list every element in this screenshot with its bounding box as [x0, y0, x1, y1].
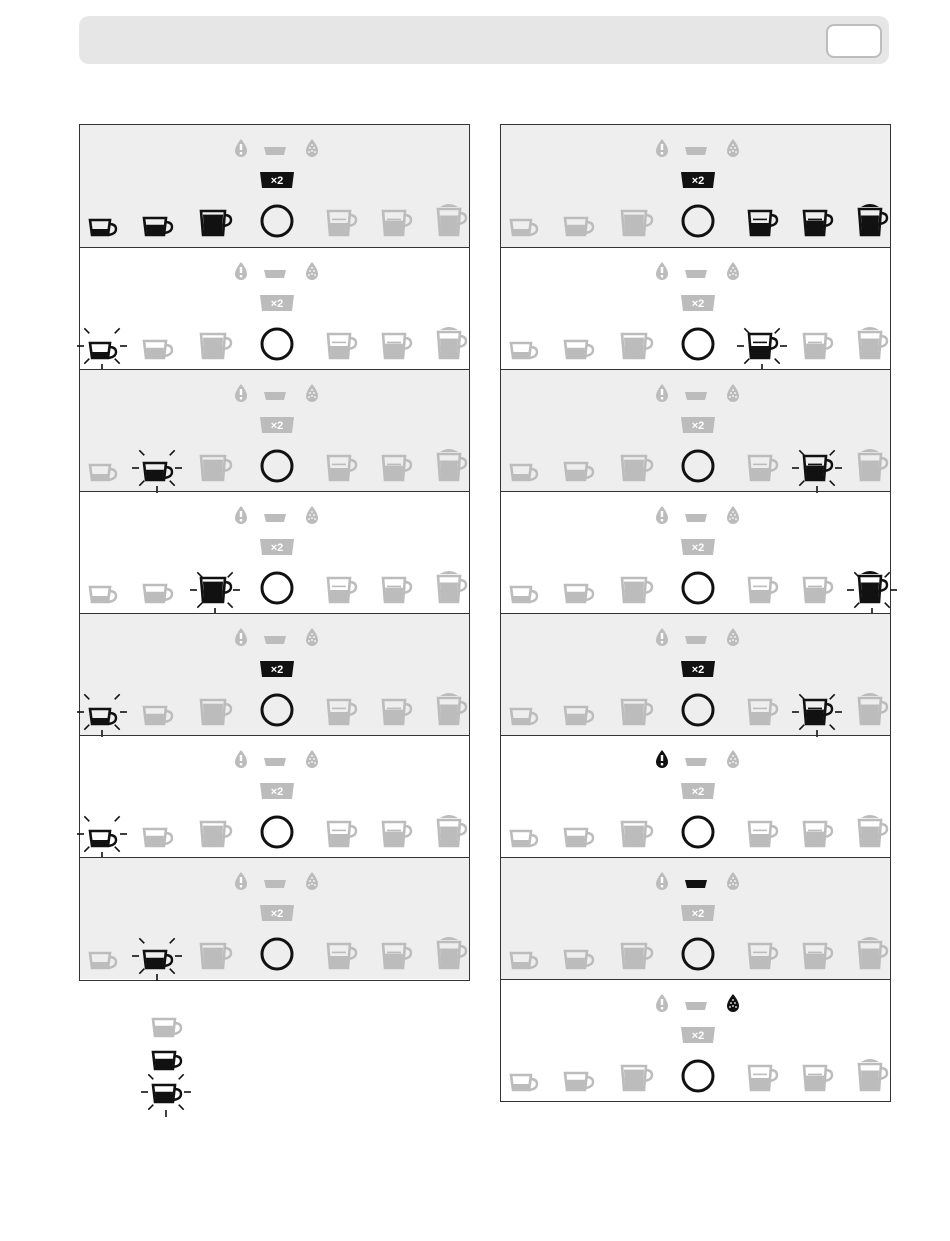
right-display-panel	[501, 857, 890, 979]
x2-double-cup-icon	[681, 783, 715, 799]
descale-icon	[306, 384, 318, 402]
start-button-ring-icon	[262, 939, 292, 969]
descale-drop-shape	[727, 384, 739, 402]
water-drop-icon	[656, 506, 668, 524]
ristretto-cup-icon	[565, 585, 593, 602]
milk-cup-icon	[438, 937, 466, 968]
descale-drop-shape	[306, 750, 318, 768]
espresso-cup-icon	[90, 831, 116, 846]
descale-drop-shape	[306, 262, 318, 280]
descale-drop-shape	[727, 750, 739, 768]
lungo-cup-icon	[622, 334, 652, 358]
drip-tray-icon	[264, 514, 286, 522]
left-display-panel	[80, 613, 469, 735]
svg-text:×2: ×2	[270, 542, 284, 554]
milk-cup-icon	[859, 693, 887, 724]
water-drop-icon	[235, 139, 247, 157]
svg-text:×2: ×2	[691, 786, 705, 798]
espresso-cup-icon	[511, 343, 537, 358]
descale-drop-shape	[727, 628, 739, 646]
blink-rays-icon	[77, 328, 127, 371]
descale-drop-shape	[306, 506, 318, 524]
water-drop-icon	[656, 139, 668, 157]
drip-tray-icon	[264, 147, 286, 155]
ristretto-cup-icon	[565, 341, 593, 358]
lungo-cup-icon	[622, 822, 652, 846]
lungo-cup-icon	[622, 456, 652, 480]
lungo-cup-icon	[201, 211, 231, 235]
water-drop-icon	[656, 628, 668, 646]
svg-text:×2: ×2	[270, 420, 284, 432]
ristretto-cup-icon	[144, 341, 172, 358]
drip-tray-icon	[685, 392, 707, 400]
water-drop-icon	[656, 872, 668, 890]
ristretto-cup-icon	[565, 463, 593, 480]
descale-icon	[727, 384, 739, 402]
ristretto-cup-icon	[144, 463, 172, 480]
svg-text:×2: ×2	[691, 175, 705, 187]
descale-icon	[727, 628, 739, 646]
x2-double-cup-icon	[681, 417, 715, 433]
drip-tray-icon	[264, 880, 286, 888]
svg-text:×2: ×2	[270, 786, 284, 798]
blink-rays-icon	[77, 816, 127, 859]
water-drop-icon	[235, 262, 247, 280]
left-display-panel	[80, 857, 469, 979]
svg-text:×2: ×2	[270, 175, 284, 187]
large-cup-icon	[383, 822, 411, 846]
drip-tray-icon	[685, 514, 707, 522]
descale-drop-shape	[727, 139, 739, 157]
descale-icon	[727, 139, 739, 157]
x2-double-cup-icon	[260, 417, 294, 433]
ristretto-cup-icon	[565, 951, 593, 968]
start-button-ring-icon	[262, 451, 292, 481]
water-drop-icon	[235, 384, 247, 402]
header-bar	[79, 16, 889, 64]
left-display-panel	[80, 247, 469, 369]
milk-cup-icon	[438, 449, 466, 480]
milk-cup-icon	[859, 449, 887, 480]
x2-double-cup-icon	[260, 905, 294, 921]
milk-cup-icon	[859, 571, 887, 602]
americano-cup-icon	[749, 578, 777, 602]
drip-tray-icon	[685, 270, 707, 278]
descale-icon	[727, 872, 739, 890]
milk-cup-icon	[438, 327, 466, 358]
milk-cup-icon	[859, 815, 887, 846]
svg-text:×2: ×2	[691, 542, 705, 554]
milk-cup-icon	[859, 937, 887, 968]
right-display-panel	[501, 125, 890, 247]
americano-cup-icon	[749, 334, 777, 358]
americano-cup-icon	[328, 456, 356, 480]
large-cup-icon	[804, 334, 832, 358]
americano-cup-icon	[749, 700, 777, 724]
drip-tray-icon	[685, 147, 707, 155]
descale-icon	[306, 262, 318, 280]
start-button-ring-icon	[262, 695, 292, 725]
descale-icon	[306, 628, 318, 646]
drip-tray-icon	[685, 758, 707, 766]
start-button-ring-icon	[262, 329, 292, 359]
descale-icon	[727, 262, 739, 280]
descale-icon	[727, 750, 739, 768]
lungo-cup-icon	[201, 822, 231, 846]
water-drop-icon	[235, 872, 247, 890]
descale-drop-shape	[727, 262, 739, 280]
large-cup-icon	[383, 211, 411, 235]
americano-cup-icon	[328, 334, 356, 358]
americano-cup-icon	[749, 944, 777, 968]
milk-cup-icon	[438, 815, 466, 846]
americano-cup-icon	[328, 700, 356, 724]
left-display-panel	[80, 369, 469, 491]
x2-double-cup-icon	[681, 539, 715, 555]
ristretto-cup-icon	[153, 1052, 181, 1069]
x2-double-cup-icon	[260, 661, 294, 677]
americano-cup-icon	[328, 578, 356, 602]
espresso-cup-icon	[90, 465, 116, 480]
start-button-ring-icon	[683, 206, 713, 236]
left-display-panel	[80, 735, 469, 857]
espresso-cup-icon	[90, 709, 116, 724]
descale-drop-shape	[727, 506, 739, 524]
espresso-cup-icon	[90, 343, 116, 358]
large-cup-icon	[804, 822, 832, 846]
page-number-box	[826, 24, 882, 58]
water-drop-icon	[235, 506, 247, 524]
espresso-cup-icon	[90, 953, 116, 968]
right-display-panel	[501, 735, 890, 857]
water-drop-icon	[656, 750, 668, 768]
svg-text:×2: ×2	[691, 908, 705, 920]
x2-double-cup-icon	[681, 905, 715, 921]
water-drop-icon	[656, 262, 668, 280]
right-display-panel	[501, 247, 890, 369]
espresso-cup-icon	[511, 831, 537, 846]
drip-tray-icon	[264, 758, 286, 766]
ristretto-cup-icon	[144, 585, 172, 602]
large-cup-icon	[383, 334, 411, 358]
large-cup-icon	[383, 578, 411, 602]
ristretto-cup-icon	[565, 218, 593, 235]
lungo-cup-icon	[622, 578, 652, 602]
start-button-ring-icon	[262, 573, 292, 603]
ristretto-cup-icon	[144, 707, 172, 724]
milk-cup-icon	[859, 204, 887, 235]
drip-tray-icon	[685, 880, 707, 888]
start-button-ring-icon	[683, 451, 713, 481]
water-drop-icon	[656, 994, 668, 1012]
large-cup-icon	[383, 456, 411, 480]
lungo-cup-icon	[622, 211, 652, 235]
americano-cup-icon	[328, 944, 356, 968]
espresso-cup-icon	[90, 587, 116, 602]
lungo-cup-icon	[201, 456, 231, 480]
lungo-cup-icon	[201, 700, 231, 724]
drip-tray-icon	[264, 270, 286, 278]
drip-tray-icon	[685, 636, 707, 644]
americano-cup-icon	[749, 822, 777, 846]
ristretto-cup-icon	[153, 1085, 181, 1102]
svg-text:×2: ×2	[270, 908, 284, 920]
espresso-cup-icon	[511, 953, 537, 968]
right-display-panel	[501, 369, 890, 491]
descale-icon	[727, 994, 739, 1012]
ristretto-cup-icon	[144, 829, 172, 846]
start-button-ring-icon	[683, 817, 713, 847]
x2-double-cup-icon	[681, 661, 715, 677]
milk-cup-icon	[438, 693, 466, 724]
descale-icon	[306, 506, 318, 524]
descale-drop-shape	[306, 384, 318, 402]
milk-cup-icon	[859, 1059, 887, 1090]
water-drop-icon	[235, 628, 247, 646]
svg-text:×2: ×2	[691, 298, 705, 310]
svg-text:×2: ×2	[270, 664, 284, 676]
large-cup-icon	[804, 456, 832, 480]
descale-drop-shape	[306, 139, 318, 157]
milk-cup-icon	[438, 204, 466, 235]
americano-cup-icon	[328, 822, 356, 846]
descale-icon	[306, 139, 318, 157]
water-drop-icon	[235, 750, 247, 768]
left-display-column	[79, 124, 470, 981]
x2-double-cup-icon	[260, 172, 294, 188]
lungo-cup-icon	[201, 578, 231, 602]
ristretto-cup-icon	[153, 1019, 181, 1036]
espresso-cup-icon	[511, 1075, 537, 1090]
right-display-panel	[501, 979, 890, 1101]
large-cup-icon	[804, 211, 832, 235]
ristretto-cup-icon	[144, 951, 172, 968]
espresso-cup-icon	[511, 220, 537, 235]
large-cup-icon	[383, 700, 411, 724]
start-button-ring-icon	[683, 573, 713, 603]
start-button-ring-icon	[683, 939, 713, 969]
left-display-panel	[80, 491, 469, 613]
milk-cup-icon	[438, 571, 466, 602]
ristretto-cup-icon	[565, 1073, 593, 1090]
x2-double-cup-icon	[681, 295, 715, 311]
lungo-cup-icon	[622, 700, 652, 724]
espresso-cup-icon	[511, 587, 537, 602]
start-button-ring-icon	[262, 817, 292, 847]
blink-rays-icon	[77, 694, 127, 737]
descale-icon	[727, 506, 739, 524]
descale-drop-shape	[306, 628, 318, 646]
x2-double-cup-icon	[681, 1027, 715, 1043]
descale-icon	[306, 750, 318, 768]
americano-cup-icon	[749, 211, 777, 235]
start-button-ring-icon	[683, 329, 713, 359]
americano-cup-icon	[749, 456, 777, 480]
lungo-cup-icon	[622, 1066, 652, 1090]
lungo-cup-icon	[201, 334, 231, 358]
ristretto-cup-icon	[565, 829, 593, 846]
legend	[140, 1008, 220, 1108]
espresso-cup-icon	[511, 709, 537, 724]
large-cup-icon	[383, 944, 411, 968]
legend-item-on	[140, 1041, 190, 1075]
drip-tray-icon	[264, 392, 286, 400]
legend-item-off	[140, 1008, 190, 1042]
ristretto-cup-icon	[144, 218, 172, 235]
svg-text:×2: ×2	[691, 664, 705, 676]
large-cup-icon	[804, 578, 832, 602]
drip-tray-icon	[264, 636, 286, 644]
svg-text:×2: ×2	[691, 420, 705, 432]
descale-icon	[306, 872, 318, 890]
descale-drop-shape	[306, 872, 318, 890]
americano-cup-icon	[749, 1066, 777, 1090]
ristretto-cup-icon	[565, 707, 593, 724]
x2-double-cup-icon	[260, 783, 294, 799]
left-display-panel	[80, 125, 469, 247]
large-cup-icon	[804, 700, 832, 724]
start-button-ring-icon	[683, 1061, 713, 1091]
x2-double-cup-icon	[260, 295, 294, 311]
water-drop-icon	[656, 384, 668, 402]
start-button-ring-icon	[683, 695, 713, 725]
espresso-cup-icon	[90, 220, 116, 235]
descale-drop-shape	[727, 994, 739, 1012]
large-cup-icon	[804, 944, 832, 968]
x2-double-cup-icon	[681, 172, 715, 188]
x2-double-cup-icon	[260, 539, 294, 555]
start-button-ring-icon	[262, 206, 292, 236]
descale-drop-shape	[727, 872, 739, 890]
drip-tray-icon	[685, 1002, 707, 1010]
large-cup-icon	[804, 1066, 832, 1090]
lungo-cup-icon	[622, 944, 652, 968]
svg-text:×2: ×2	[691, 1030, 705, 1042]
svg-text:×2: ×2	[270, 298, 284, 310]
lungo-cup-icon	[201, 944, 231, 968]
milk-cup-icon	[859, 327, 887, 358]
espresso-cup-icon	[511, 465, 537, 480]
right-display-panel	[501, 613, 890, 735]
legend-item-blinking	[140, 1074, 190, 1108]
right-display-panel	[501, 491, 890, 613]
americano-cup-icon	[328, 211, 356, 235]
right-display-column	[500, 124, 891, 1102]
